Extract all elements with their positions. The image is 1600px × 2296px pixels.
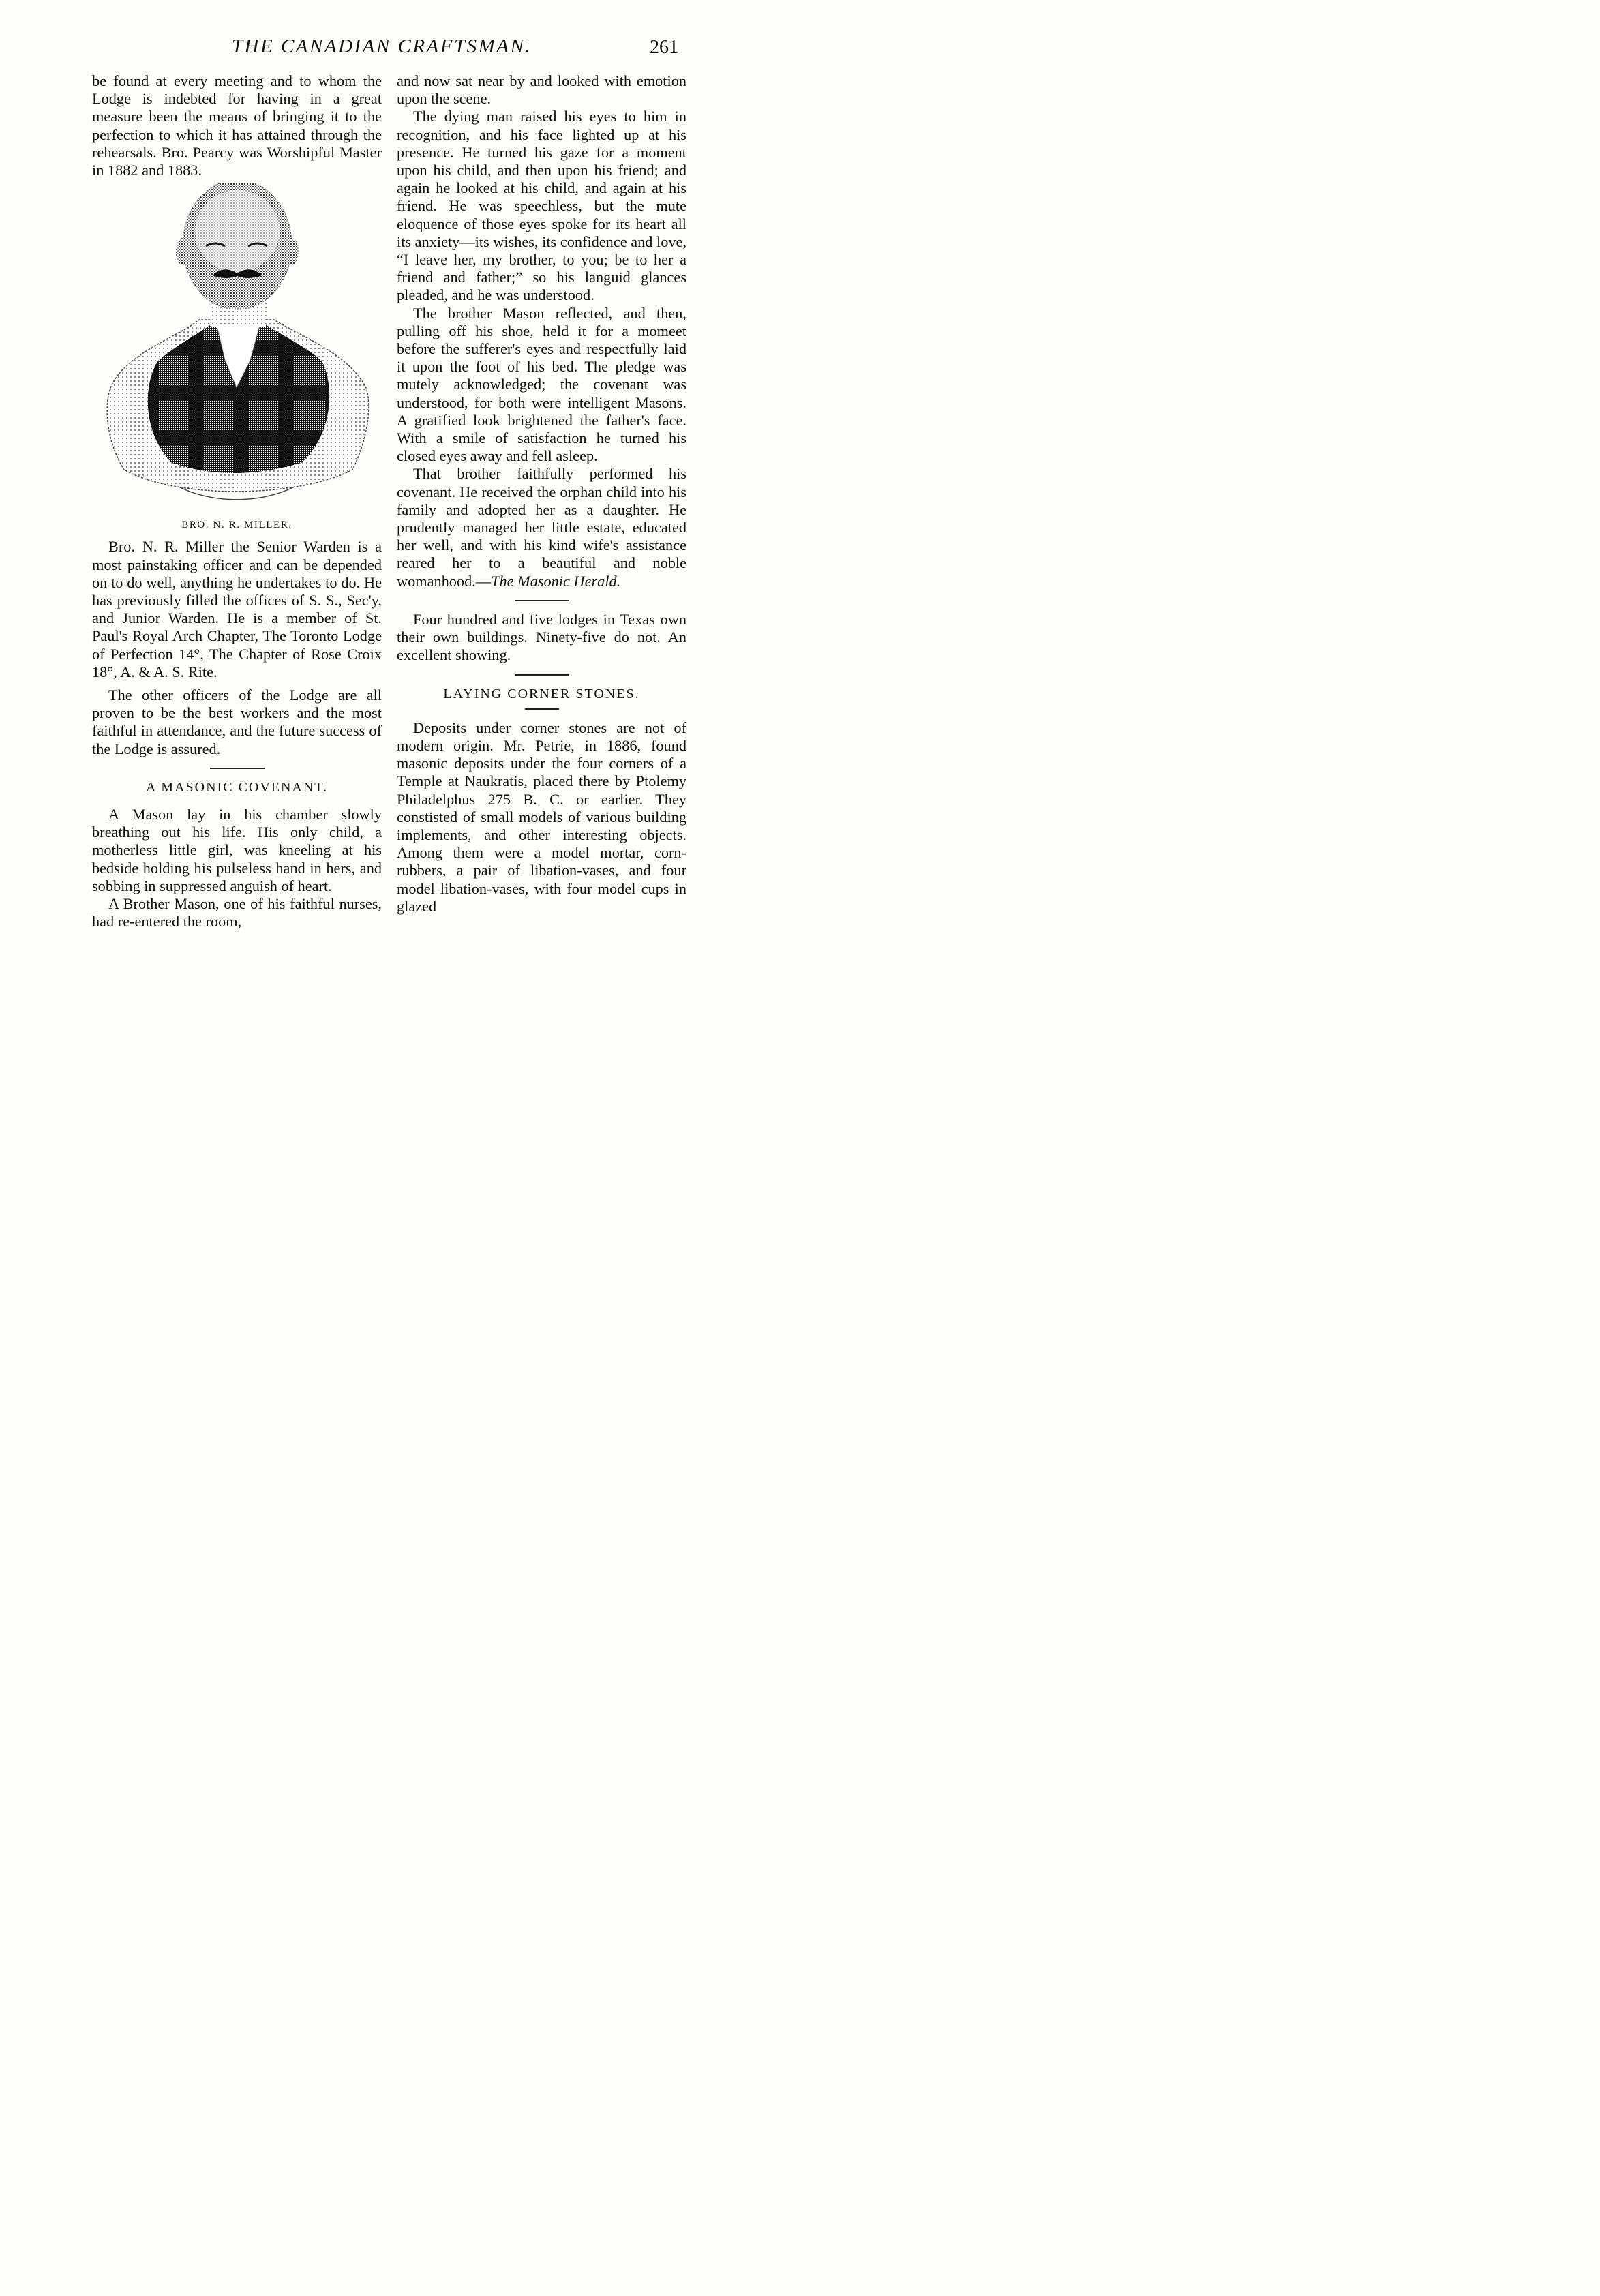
portrait-illustration [97, 183, 378, 511]
paragraph-deposits: Deposits under corner stones are not of modern origin. Mr. Petrie, in 1886, found masonic deposits under the four corners of a Temple at Naukratis, placed there by Ptolemy Philadelphus 275 B. C. or earlier. They constisted of small models of various building implements, and other interesting objects. Among them were a model mortar, corn-rubbers, a pair of libation-vases, and four model libation-vases, with four model cups in glazed [397, 719, 686, 915]
section-rule [515, 600, 569, 601]
paragraph-officers: The other officers of the Lodge are all proven to be the best workers and the most faithful in attendance, and the future success of the Lodge is assured. [92, 686, 382, 757]
running-head [0, 35, 766, 63]
paragraph-performed [397, 465, 686, 590]
heading-masonic-covenant: A MASONIC COVENANT. [145, 779, 329, 795]
running-title: THE CANADIAN CRAFTSMAN. [231, 35, 532, 57]
section-rule [210, 768, 265, 769]
left-column [92, 72, 382, 931]
paragraph-covenant-1: A Mason lay in his chamber slowly breathing out his life. His only child, a motherless little girl, was kneeling at his bedside holding his pulseless hand in hers, and sobbing in suppressed anguish of heart. [92, 806, 382, 894]
paragraph-performed-text: That brother faithfully performed his covenant. He received the orphan child into his family and adopted her as a daughter. He prudently managed her little estate, educated her well, and with his kind wife's assistance reared her to a beautiful and noble womanhood.— [397, 465, 686, 590]
paragraph-scene: and now sat near by and looked with emotion upon the scene. [397, 72, 686, 108]
paragraph-pledge: The brother Mason reflected, and then, pulling off his shoe, held it for a momeet before the sufferer's eyes and respectfully laid it upon the foot of his bed. The pledge was mutely acknowledged; the covenant was understood, for both were intelligent Masons. A gratified look brightened the father's face. With a smile of satisfaction he turned his closed eyes away and fell asleep. [397, 304, 686, 465]
paragraph-texas: Four hundred and five lodges in Texas own their own buildings. Ninety-five do not. An excellent showing. [397, 610, 686, 664]
paragraph-covenant-2: A Brother Mason, one of his faithful nurses, had re-entered the room, [92, 895, 382, 931]
section-rule [515, 674, 569, 676]
paragraph-dying-man: The dying man raised his eyes to him in recognition, and his face lighted up at his presence. He turned his gaze for a moment upon his child, and then upon his friend; and again he looked at his child, and again at his friend. He was speechless, but the mute eloquence of those eyes spoke for its heart all its anxiety—its wishes, its confidence and love, “I leave her, my brother, to you; be to her a friend and father;” so his languid glances pleaded, and he was understood. [397, 108, 686, 304]
right-column [397, 72, 686, 916]
portrait-caption: BRO. N. R. MILLER. [181, 519, 292, 531]
page-number: 261 [650, 37, 678, 58]
attribution: The Masonic Herald. [491, 572, 621, 590]
paragraph-pearcy: be found at every meeting and to whom the Lodge is indebted for having in a great measure been the means of bringing it to the perfection to which it has attained through the rehearsals. Bro. Pearcy was Worshipful Master in 1882 and 1883. [92, 72, 382, 179]
paragraph-miller: Bro. N. R. Miller the Senior Warden is a most painstaking officer and can be depended on to do well, anything he undertakes to do. He has previously filled the offices of S. S., Sec'y, and Junior Warden. He is a member of St. Paul's Royal Arch Chapter, The Toronto Lodge of Perfection 14°, The Chapter of Rose Croix 18°, A. & A. S. Rite. [92, 538, 382, 680]
heading-corner-stones: LAYING CORNER STONES. [443, 686, 640, 701]
section-rule [525, 708, 559, 710]
